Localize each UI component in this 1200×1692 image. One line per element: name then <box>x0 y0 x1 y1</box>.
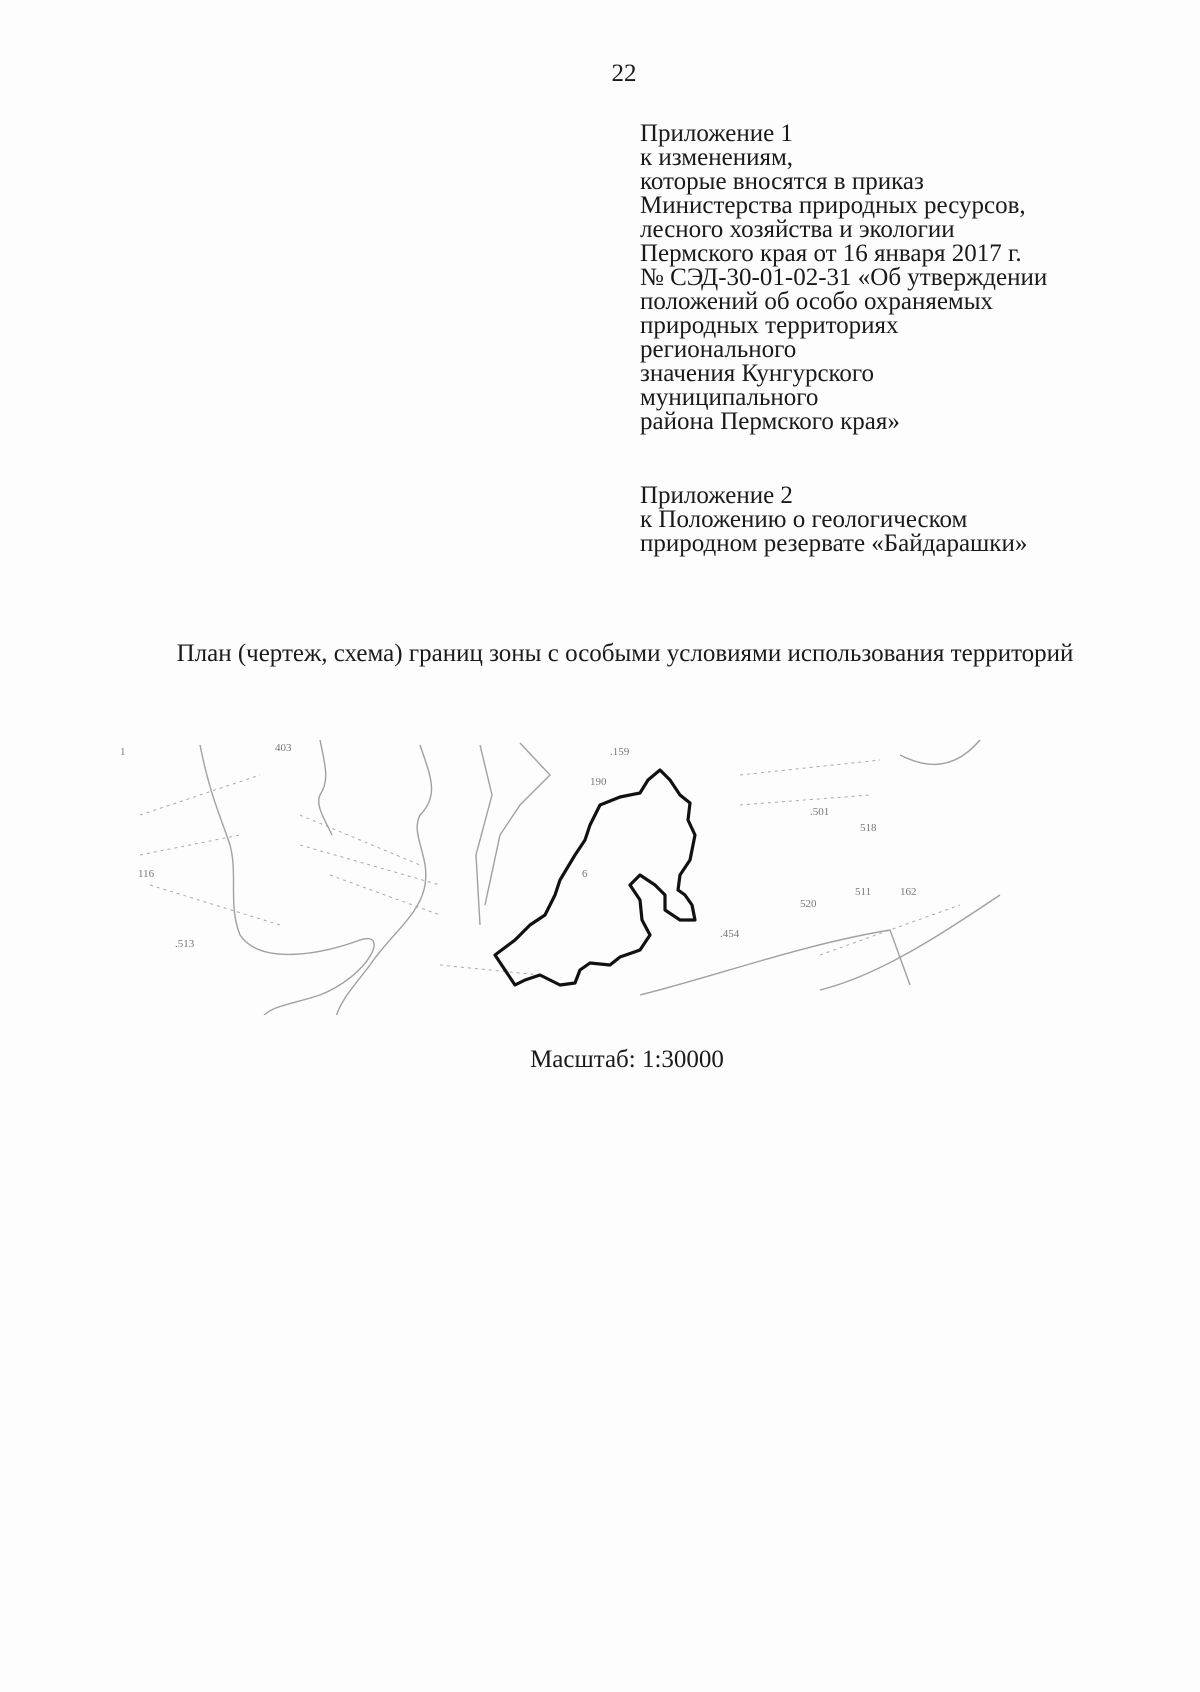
map-label: .501 <box>810 806 830 818</box>
map-scale: Масштаб: 1:30000 <box>530 1046 724 1073</box>
map-label: 190 <box>590 776 607 788</box>
map-label: 520 <box>800 898 817 910</box>
map-label: 116 <box>138 868 155 880</box>
zone-boundary-outline <box>495 770 695 985</box>
page-number: 22 <box>611 60 637 87</box>
map-label: .454 <box>720 928 740 940</box>
map-label: 511 <box>855 886 872 898</box>
map-label: 1 <box>120 746 126 758</box>
map-label: 403 <box>275 742 292 754</box>
map-label: 6 <box>582 868 588 880</box>
appendix-2-header: Приложение 2 к Положению о геологическом природном резервате «Байдарашки» <box>640 482 1028 557</box>
appendix-1-header: Приложение 1 к изменениям, которые вносятся в приказ Министерства природных ресурсов, лесного хозяйства и экологии Пермского края от 16 января 2017 г. № СЭД-30-01-02-31 «Об утверждении положений об особо охраняемых природных территориях регионального значения Кунгурского муниципального района Пермского края» <box>640 120 1048 435</box>
map-label: .513 <box>175 938 195 950</box>
map-label: .159 <box>610 746 630 758</box>
map-label: 518 <box>860 822 877 834</box>
map-label: 162 <box>900 886 917 898</box>
boundary-map <box>120 735 1080 1015</box>
plan-title: План (чертеж, схема) границ зоны с особыми условиями использования территорий <box>176 640 1074 667</box>
